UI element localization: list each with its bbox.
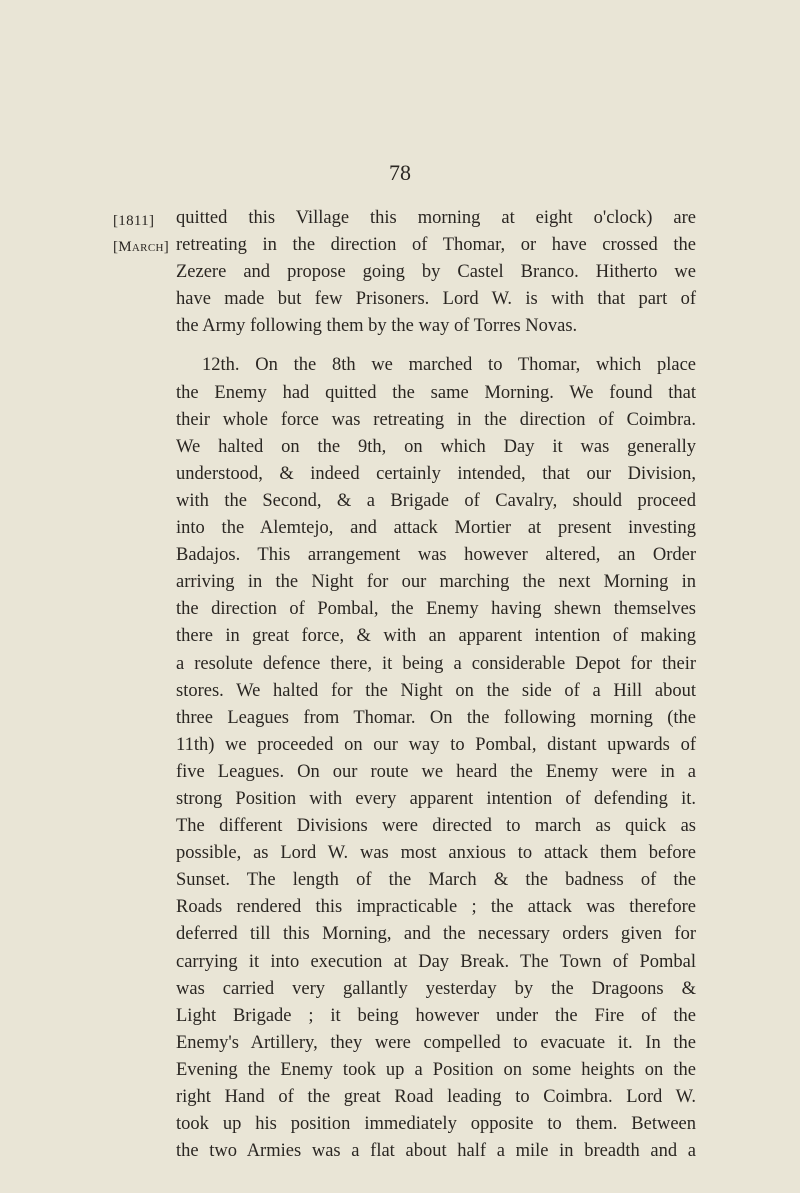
text-line: Light Brigade ; it being however under the Fire of the — [176, 1005, 696, 1026]
text-line: was carried very gallantly yesterday by the Dragoons & — [176, 978, 696, 999]
text-line: stores. We halted for the Night on the side of a Hill about — [176, 680, 696, 701]
text-line: three Leagues from Thomar. On the following morning (the — [176, 707, 696, 728]
text-line: right Hand of the great Road leading to Coimbra. Lord W. — [176, 1087, 696, 1107]
text-line: the Army following them by the way of Torres Novas. — [176, 316, 578, 337]
text-line: The different Divisions were directed to march as quick as — [176, 816, 696, 837]
text-line: into the Alemtejo, and attack Mortier at present investing — [176, 518, 696, 539]
margin-month: [March] — [113, 239, 169, 255]
text-line: strong Position with every apparent intention of defending it. — [176, 788, 696, 809]
text-line: Sunset. The length of the March & the badness of the — [176, 870, 696, 891]
text-line: 12th. On the 8th we marched to Thomar, which place — [202, 355, 696, 376]
text-line: 11th) we proceeded on our way to Pombal, distant upwards of — [176, 734, 696, 755]
text-line: understood, & indeed certainly intended, that our Division, — [176, 463, 696, 484]
text-line: Enemy's Artillery, they were compelled to evacuate it. In the — [176, 1032, 696, 1053]
text-line: their whole force was retreating in the direction of Coimbra. — [176, 409, 696, 430]
page-number: 78 — [389, 160, 411, 185]
text-line: Zezere and propose going by Castel Branco. Hitherto we — [176, 262, 696, 283]
text-line: the two Armies was a flat about half a mile in breadth and a — [176, 1141, 696, 1162]
text-line: took up his position immediately opposite to them. Between — [176, 1114, 696, 1135]
text-line: Roads rendered this impracticable ; the attack was therefore — [176, 897, 696, 918]
text-line: We halted on the 9th, on which Day it was generally — [176, 436, 696, 457]
margin-year: [1811] — [113, 213, 155, 229]
text-line: five Leagues. On our route we heard the Enemy were in a — [176, 761, 696, 782]
text-body — [176, 205, 696, 1165]
text-line: a resolute defence there, it being a considerable Depot for their — [176, 653, 696, 674]
text-line: arriving in the Night for our marching the next Morning in — [176, 572, 696, 593]
text-line: quitted this Village this morning at eight o'clock) are — [176, 208, 696, 228]
text-line: Badajos. This arrangement was however altered, an Order — [176, 545, 696, 566]
text-line: Evening the Enemy took up a Position on some heights on the — [176, 1059, 696, 1080]
text-line: with the Second, & a Brigade of Cavalry, should proceed — [176, 490, 696, 511]
text-line: the direction of Pombal, the Enemy having shewn themselves — [176, 599, 696, 620]
text-line: there in great force, & with an apparent intention of making — [176, 626, 696, 647]
text-line: carrying it into execution at Day Break. The Town of Pombal — [176, 951, 696, 972]
text-line: have made but few Prisoners. Lord W. is with that part of — [176, 289, 696, 310]
paragraph-gap — [176, 340, 696, 352]
text-line: possible, as Lord W. was most anxious to attack them before — [176, 843, 696, 864]
text-line: retreating in the direction of Thomar, or have crossed the — [176, 235, 696, 256]
text-line: deferred till this Morning, and the necessary orders given for — [176, 924, 696, 945]
text-line: the Enemy had quitted the same Morning. We found that — [176, 382, 696, 403]
